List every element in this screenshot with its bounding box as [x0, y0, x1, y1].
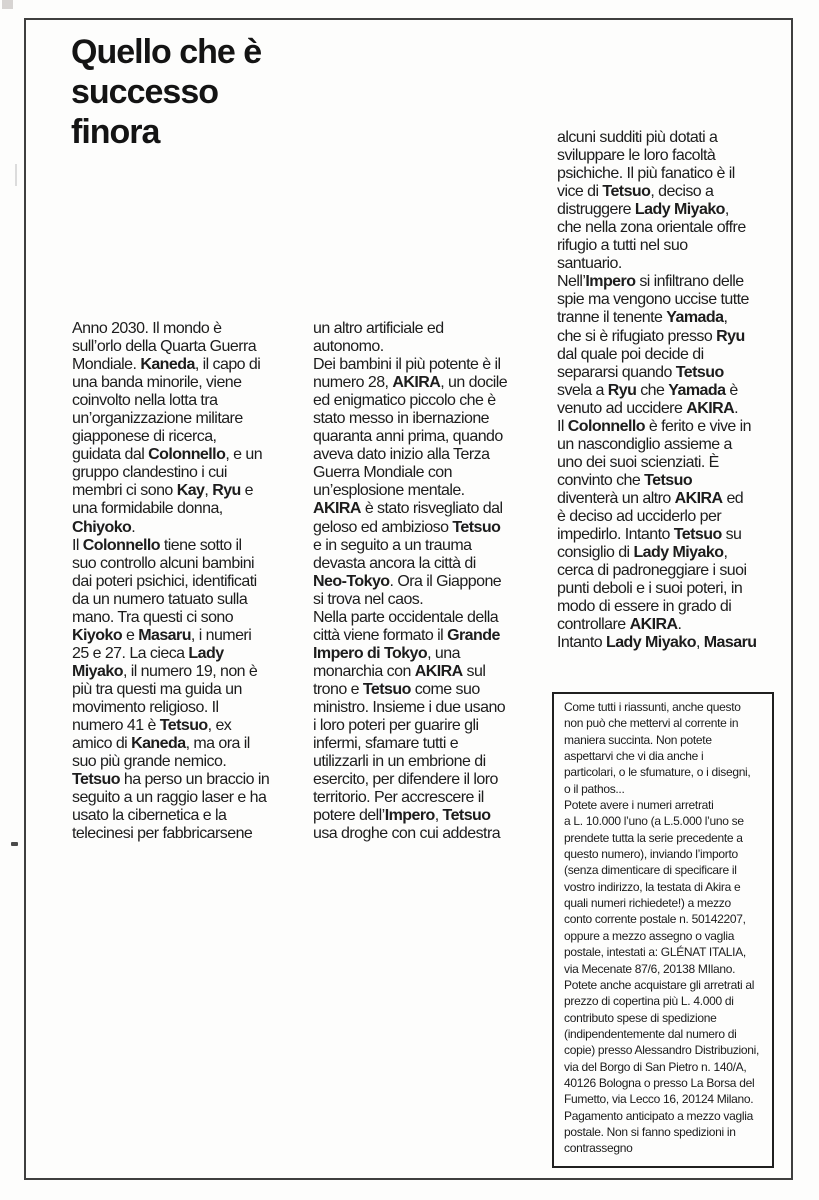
text-line: Anno 2030. Il mondo è	[72, 320, 222, 337]
text-line: conto corrente postale n. 50142207,	[564, 912, 746, 927]
text-line: Pagamento anticipato a mezzo vaglia	[564, 1108, 753, 1123]
text-line: postale, intestati a: GLÉNAT ITALIA,	[564, 945, 746, 960]
text-line: sviluppare le loro facoltà	[557, 147, 716, 165]
text-line: Quello che è	[71, 33, 262, 71]
text-line: e in seguito a un trauma	[313, 536, 472, 554]
text-line: aveva dato inizio alla Terza	[313, 446, 490, 464]
text-line: da un numero tatuato sulla	[72, 590, 248, 608]
text-line: Neo-Tokyo. Ora il Giappone	[313, 572, 502, 590]
text-column-1	[72, 320, 312, 843]
text-line: monarchia con AKIRA sul	[313, 662, 486, 680]
text-line: un’esplosione mentale.	[313, 482, 465, 500]
text-line: finora	[71, 113, 160, 151]
text-column-3	[557, 129, 793, 652]
text-line: trono e Tetsuo come suo	[313, 680, 480, 698]
text-line: potere dell’Impero, Tetsuo	[313, 807, 491, 825]
text-line: che nella zona orientale offre	[557, 219, 746, 237]
text-line: Dei bambini il più potente è il	[313, 356, 501, 374]
text-line: mano. Tra questi ci sono	[72, 608, 234, 626]
text-line: separarsi quando Tetsuo	[557, 363, 724, 381]
text-line: impedirlo. Intanto Tetsuo su	[557, 526, 742, 544]
text-line: amico di Kaneda, ma ora il	[72, 735, 250, 753]
text-line: cerca di padroneggiare i suoi	[557, 562, 747, 580]
text-line: prendete tutta la serie precedente a	[564, 830, 743, 845]
text-line: sull’orlo della Quarta Guerra	[72, 338, 257, 356]
text-line: Miyako, il numero 19, non è	[72, 662, 258, 680]
text-line: Fumetto, via Lecco 16, 20124 Milano.	[564, 1092, 754, 1107]
text-line: vostro indirizzo, la testata di Akira e	[564, 879, 741, 894]
text-line: ed enigmatico piccolo che è	[313, 392, 496, 410]
text-line: guidata dal Colonnello, e un	[72, 446, 263, 464]
text-line: Tetsuo ha perso un braccio in	[72, 771, 270, 789]
text-line: via del Borgo di San Pietro n. 140/A,	[564, 1059, 747, 1074]
text-line: o il pathos...	[564, 781, 625, 796]
text-line: 40126 Bologna o presso La Borsa del	[564, 1075, 755, 1090]
text-line: (indipendentemente dal numero di	[564, 1026, 737, 1041]
scan-artifact-corner	[2, 0, 13, 9]
text-line: Intanto Lady Miyako, Masaru	[557, 634, 757, 652]
text-line: che si è rifugiato presso Ryu	[557, 327, 745, 345]
text-line: devasta ancora la città di	[313, 554, 476, 572]
text-line: modo di essere in grado di	[557, 598, 732, 616]
text-line: (senza dimenticare di specificare il	[564, 863, 737, 878]
text-line: Chiyoko.	[72, 518, 136, 536]
text-line: territorio. Per accrescere il	[313, 789, 484, 807]
text-line: via Mecenate 87/6, 20138 MIlano.	[564, 961, 736, 976]
text-line: psichiche. Il più fanatico è il	[557, 165, 735, 183]
text-line: non può che mettervi al corrente in	[564, 716, 739, 731]
text-line: numero 41 è Tetsuo, ex	[72, 717, 232, 735]
text-line: punti deboli e i suoi poteri, in	[557, 580, 743, 598]
text-line: questo numero), inviando l’importo	[564, 847, 738, 862]
text-line: Il Colonnello è ferito e vive in	[557, 417, 752, 435]
text-line: Nella parte occidentale della	[313, 608, 499, 626]
text-line: vice di Tetsuo, deciso a	[557, 183, 714, 201]
text-line: tranne il tenente Yamada,	[557, 309, 728, 327]
text-line: Nell’Impero si infiltrano delle	[557, 273, 744, 291]
text-line: copie) presso Alessandro Distribuzioni,	[564, 1043, 760, 1058]
text-line: è deciso ad ucciderlo per	[557, 507, 722, 525]
back-issues-info-box	[552, 692, 774, 1168]
text-line: diventerà un altro AKIRA ed	[557, 489, 744, 507]
text-line: 25 e 27. La cieca Lady	[72, 644, 224, 662]
page-title	[71, 32, 261, 152]
text-line: dai poteri psichici, identificati	[72, 572, 257, 590]
text-line: movimento religioso. Il	[72, 698, 219, 716]
text-line: una banda minorile, viene	[72, 374, 242, 392]
text-line: si trova nel caos.	[313, 590, 424, 608]
text-line: autonomo.	[313, 338, 384, 356]
text-line: convinto che Tetsuo	[557, 471, 693, 489]
text-line: usa droghe con cui addestra	[313, 825, 501, 843]
text-line: membri ci sono Kay, Ryu e	[72, 482, 254, 500]
text-line: oppure a mezzo assegno o vaglia	[564, 928, 735, 943]
text-line: svela a Ryu che Yamada è	[557, 381, 738, 399]
text-line: prezzo di copertina più L. 4.000 di	[564, 994, 734, 1009]
text-line: Potete avere i numeri arretrati	[564, 798, 714, 813]
text-line: un nascondiglio assieme a	[557, 435, 732, 453]
text-line: gruppo clandestino i cui	[72, 464, 227, 482]
text-line: città viene formato il Grande	[313, 626, 500, 644]
text-line: utilizzarli in un embrione di	[313, 753, 486, 771]
text-line: maniera succinta. Non potete	[564, 732, 712, 747]
text-line: suo controllo alcuni bambini	[72, 554, 255, 572]
text-line: venuto ad uccidere AKIRA.	[557, 399, 739, 417]
text-line: Il Colonnello tiene sotto il	[72, 536, 242, 554]
text-line: uno dei suoi scienziati. È	[557, 453, 719, 471]
text-line: Mondiale. Kaneda, il capo di	[72, 356, 261, 374]
text-line: un altro artificiale ed	[313, 320, 444, 337]
text-line: numero 28, AKIRA, un docile	[313, 374, 508, 392]
text-line: stato messo in ibernazione	[313, 410, 490, 428]
text-line: contrassegno	[564, 1141, 633, 1156]
text-line: telecinesi per fabbricarsene	[72, 825, 253, 843]
text-line: giapponese di ricerca,	[72, 428, 217, 446]
text-line: una formidabile donna,	[72, 500, 223, 518]
text-line: usato la cibernetica e la	[72, 807, 227, 825]
text-line: coinvolto nella lotta tra	[72, 392, 218, 410]
text-line: aspettarvi che vi dia anche i	[564, 749, 704, 764]
scan-artifact-dash	[11, 842, 18, 846]
text-line: distruggere Lady Miyako,	[557, 201, 729, 219]
text-line: Kiyoko e Masaru, i numeri	[72, 626, 252, 644]
text-line: Guerra Mondiale con	[313, 464, 452, 482]
text-line: postale. Non si fanno spedizioni in	[564, 1124, 736, 1139]
text-line: ministro. Insieme i due usano	[313, 698, 506, 716]
text-column-2	[313, 320, 553, 843]
text-line: AKIRA è stato risvegliato dal	[313, 500, 503, 518]
text-line: consiglio di Lady Miyako,	[557, 544, 728, 562]
text-line: più tra questi ma guida un	[72, 680, 242, 698]
text-line: controllare AKIRA.	[557, 616, 682, 634]
text-line: esercito, per difendere il loro	[313, 771, 498, 789]
text-line: geloso ed ambizioso Tetsuo	[313, 518, 501, 536]
text-line: successo	[71, 73, 218, 111]
text-line: a L. 10.000 l’uno (a L.5.000 l’uno se	[564, 814, 744, 829]
text-line: Come tutti i riassunti, anche questo	[564, 700, 741, 714]
text-line: Potete anche acquistare gli arretrati al	[564, 977, 755, 992]
text-line: un’organizzazione militare	[72, 410, 243, 428]
text-line: Impero di Tokyo, una	[313, 644, 460, 662]
text-line: spie ma vengono uccise tutte	[557, 291, 749, 309]
text-line: quali numeri richiedete!) a mezzo	[564, 896, 731, 911]
text-line: suo più grande nemico.	[72, 753, 227, 771]
text-line: i loro poteri per guarire gli	[313, 717, 479, 735]
text-line: infermi, sfamare tutti e	[313, 735, 459, 753]
scan-artifact-tick	[15, 164, 17, 186]
text-line: alcuni sudditi più dotati a	[557, 129, 718, 146]
text-line: dal quale poi decide di	[557, 345, 704, 363]
text-line: quaranta anni prima, quando	[313, 428, 503, 446]
text-line: santuario.	[557, 255, 622, 273]
text-line: contributo spese di spedizione	[564, 1010, 717, 1025]
text-line: rifugio a tutti nel suo	[557, 237, 688, 255]
text-line: seguito a un raggio laser e ha	[72, 789, 267, 807]
text-line: particolari, o le sfumature, o i disegni,	[564, 765, 751, 780]
